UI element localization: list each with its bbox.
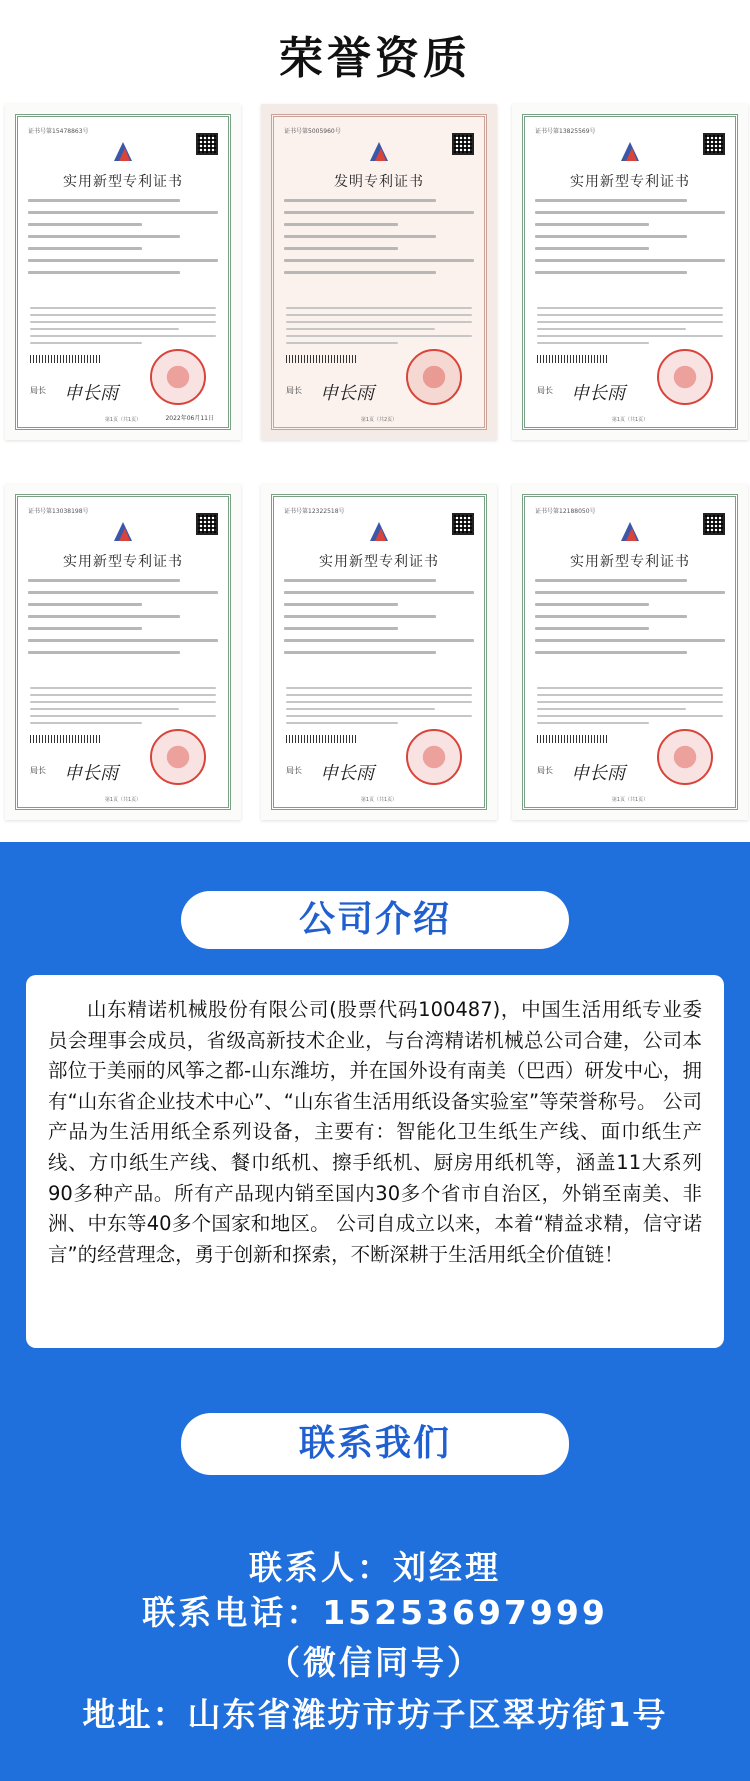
patent-office-logo-icon — [110, 139, 136, 165]
qr-code-icon — [196, 133, 218, 155]
certificate-frame — [271, 494, 487, 810]
qr-code-icon — [452, 513, 474, 535]
signature-label: 局长 — [30, 386, 46, 395]
barcode-icon — [30, 735, 100, 743]
company-intro-text: 山东精诺机械股份有限公司(股票代码100487)，中国生活用纸专业委员会理事会成员，省级高新技术企业，与台湾精诺机械总公司合建，公司本部位于美丽的风筝之都-山东潍坊，并在国外设有南美（巴西）研发中心，拥有“山东省企业技术中心”、“山东省生活用纸设备实验室”等荣誉称号。 公司产品为生活用纸全系列设备，主要有：智能化卫生纸生产线、面巾纸生产线、方巾纸生产线、餐巾纸机、擦手纸机、厨房用纸机等，涵盖11大系列90多种产品。所有产品现内销至国内30多个省市自治区，外销至南美、非洲、中东等40多个国家和地区。 公司自成立以来，本着“精益求精，信守诺言”的经营理念，勇于创新和探索，不断深耕于生活用纸全价值链！ — [48, 998, 702, 1266]
signature: 申长雨 — [571, 383, 625, 404]
certificate-footer: 第1页（共1页） — [611, 797, 649, 803]
certificate-fields — [28, 199, 218, 283]
barcode-icon — [537, 355, 607, 363]
patent-office-logo-icon — [366, 519, 392, 545]
qr-code-icon — [196, 513, 218, 535]
signature: 申长雨 — [64, 763, 118, 784]
certificate-frame — [15, 114, 231, 430]
qr-code-icon — [452, 133, 474, 155]
contact-wechat-note: （微信同号） — [267, 1643, 483, 1682]
certificate-footer: 第1页（共1页） — [104, 417, 142, 423]
certificate-title: 实用新型专利证书 — [319, 554, 439, 570]
certificate-card — [512, 484, 748, 820]
intro-card — [26, 975, 724, 1348]
certificate-number: 证书号第12322518号 — [284, 508, 345, 515]
certificate-title: 发明专利证书 — [334, 174, 424, 190]
certificate-body — [30, 307, 216, 349]
certificate-body — [537, 687, 723, 729]
certificate-body — [537, 307, 723, 349]
signature: 申长雨 — [64, 383, 118, 404]
official-seal-icon — [406, 729, 462, 785]
certificate-number: 证书号第13038198号 — [28, 508, 89, 515]
certificate-frame — [522, 494, 738, 810]
certificate-card — [512, 104, 748, 440]
honors-section — [0, 0, 750, 842]
certificate-card — [5, 104, 241, 440]
certificate-footer: 第1页（共1页） — [104, 797, 142, 803]
signature-label: 局长 — [30, 766, 46, 775]
official-seal-icon — [406, 349, 462, 405]
certificate-title: 实用新型专利证书 — [63, 174, 183, 190]
certificate-frame — [271, 114, 487, 430]
official-seal-icon — [657, 349, 713, 405]
certificate-number: 证书号第15478863号 — [28, 128, 89, 135]
patent-office-logo-icon — [110, 519, 136, 545]
certificate-frame — [522, 114, 738, 430]
certificate-fields — [535, 579, 725, 663]
certificate-footer: 第1页（共1页） — [611, 417, 649, 423]
about-heading: 公司介绍 — [181, 891, 569, 949]
certificate-date: 2022年06月11日 — [165, 415, 214, 422]
certificate-fields — [28, 579, 218, 663]
certificate-title: 实用新型专利证书 — [570, 554, 690, 570]
contact-person: 联系人：刘经理 — [249, 1548, 501, 1587]
certificate-body — [286, 307, 472, 349]
signature: 申长雨 — [571, 763, 625, 784]
signature-label: 局长 — [537, 766, 553, 775]
certificate-fields — [284, 199, 474, 283]
certificate-number: 证书号第12188050号 — [535, 508, 596, 515]
certificate-footer: 第1页（共1页） — [360, 797, 398, 803]
signature-label: 局长 — [537, 386, 553, 395]
certificate-title: 实用新型专利证书 — [570, 174, 690, 190]
signature: 申长雨 — [320, 383, 374, 404]
certificate-card — [261, 104, 497, 440]
certificate-body — [30, 687, 216, 729]
barcode-icon — [286, 355, 356, 363]
certificate-card — [261, 484, 497, 820]
certificate-body — [286, 687, 472, 729]
barcode-icon — [537, 735, 607, 743]
official-seal-icon — [657, 729, 713, 785]
certificate-number: 证书号第13825569号 — [535, 128, 596, 135]
signature-label: 局长 — [286, 386, 302, 395]
official-seal-icon — [150, 349, 206, 405]
certificate-fields — [284, 579, 474, 663]
certificate-frame — [15, 494, 231, 810]
certificate-fields — [535, 199, 725, 283]
contact-address: 地址：山东省潍坊市坊子区翠坊街1号 — [82, 1695, 668, 1734]
qr-code-icon — [703, 513, 725, 535]
patent-office-logo-icon — [617, 519, 643, 545]
company-section — [0, 842, 750, 1781]
barcode-icon — [286, 735, 356, 743]
contact-phone: 联系电话：15253697999 — [142, 1593, 608, 1632]
qr-code-icon — [703, 133, 725, 155]
patent-office-logo-icon — [366, 139, 392, 165]
certificate-number: 证书号第5005960号 — [284, 128, 341, 135]
signature: 申长雨 — [320, 763, 374, 784]
barcode-icon — [30, 355, 100, 363]
certificate-title: 实用新型专利证书 — [63, 554, 183, 570]
contact-heading: 联系我们 — [181, 1413, 569, 1475]
certificate-footer: 第1页（共2页） — [360, 417, 398, 423]
patent-office-logo-icon — [617, 139, 643, 165]
certificate-card — [5, 484, 241, 820]
honors-title: 荣誉资质 — [279, 33, 471, 84]
official-seal-icon — [150, 729, 206, 785]
signature-label: 局长 — [286, 766, 302, 775]
